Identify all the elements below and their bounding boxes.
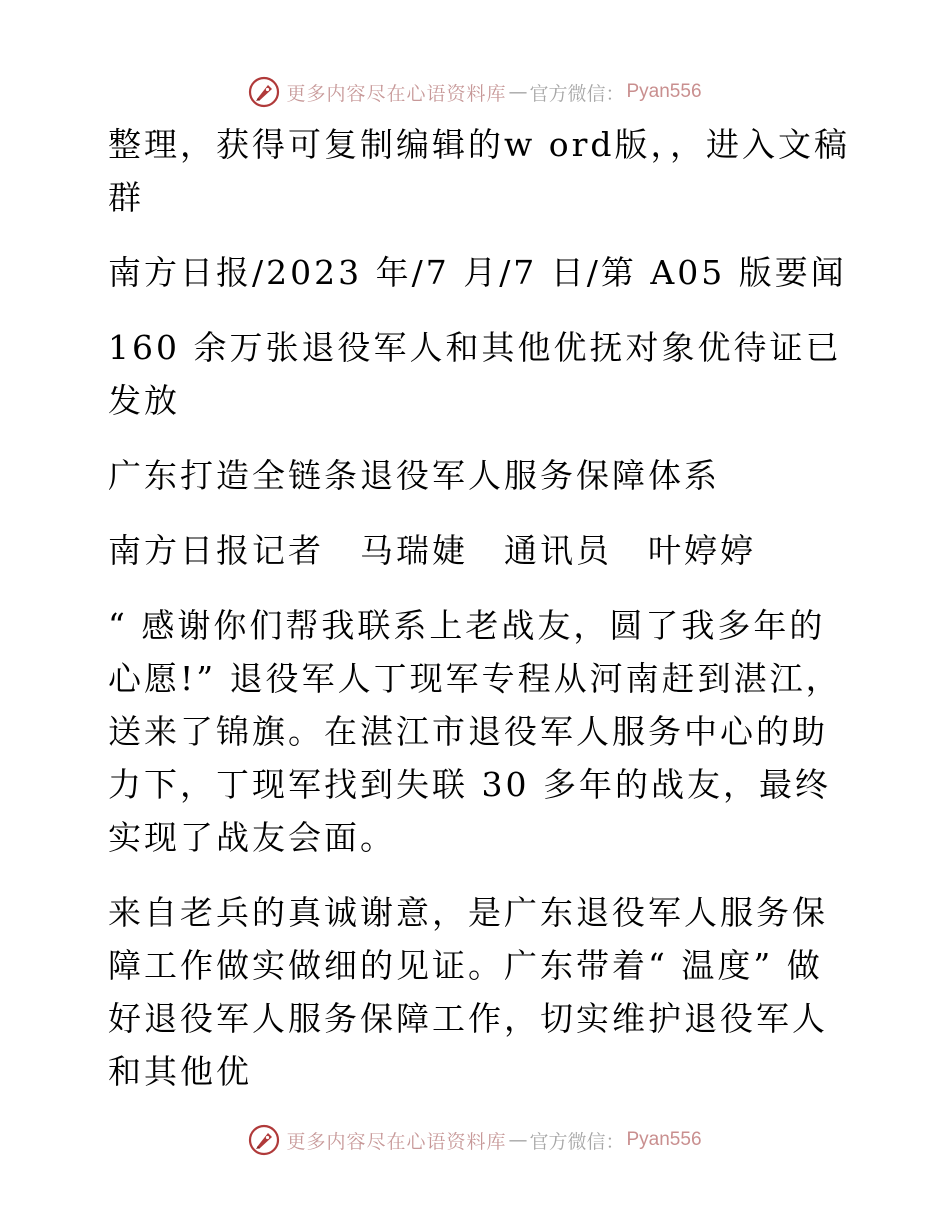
watermark-account: Pyan556 — [626, 81, 702, 102]
article-paragraph-intro: 整理，获得可复制编辑的w ord版，，进入文稿群 — [108, 125, 851, 217]
article-source-line: 南方日报/2023 年/7 月/7 日/第 A05 版要闻 — [108, 253, 847, 292]
watermark-separator: — — [508, 1129, 528, 1151]
watermark-banner-bottom — [0, 1118, 950, 1162]
article-paragraph: “ 感谢你们帮我联系上老战友，圆了我多年的心愿!” 退役军人丁现军专程从河南赶到湛江，送来了锦旗。在湛江市退役军人服务中心的助力下，丁现军找到失联 30 多年的战友，最终实现了战友会面。 — [108, 606, 842, 857]
watermark-wechat-label: 官方微信： — [529, 82, 625, 105]
watermark-account: Pyan556 — [626, 1129, 702, 1150]
pen-nib-circle-icon — [248, 1124, 280, 1156]
article-subheadline: 广东打造全链条退役军人服务保障体系 — [108, 456, 720, 495]
article-paragraph: 来自老兵的真诚谢意，是广东退役军人服务保障工作做实做细的见证。广东带着“ 温度” 做好退役军人服务保障工作，切实维护退役军人和其他优 — [108, 893, 828, 1091]
watermark-brand-text: 更多内容尽在心语资料库 — [286, 82, 507, 105]
article-byline: 南方日报记者 马瑞婕 通讯员 叶婷婷 — [108, 531, 756, 570]
watermark-brand-text: 更多内容尽在心语资料库 — [286, 1130, 507, 1153]
article-body — [96, 118, 852, 1120]
pen-nib-circle-icon — [248, 76, 280, 108]
article-headline: 160 余万张退役军人和其他优抚对象优待证已发放 — [108, 328, 842, 420]
watermark-wechat-label: 官方微信： — [529, 1130, 625, 1153]
watermark-separator: — — [508, 81, 528, 103]
watermark-banner-top — [0, 70, 950, 114]
